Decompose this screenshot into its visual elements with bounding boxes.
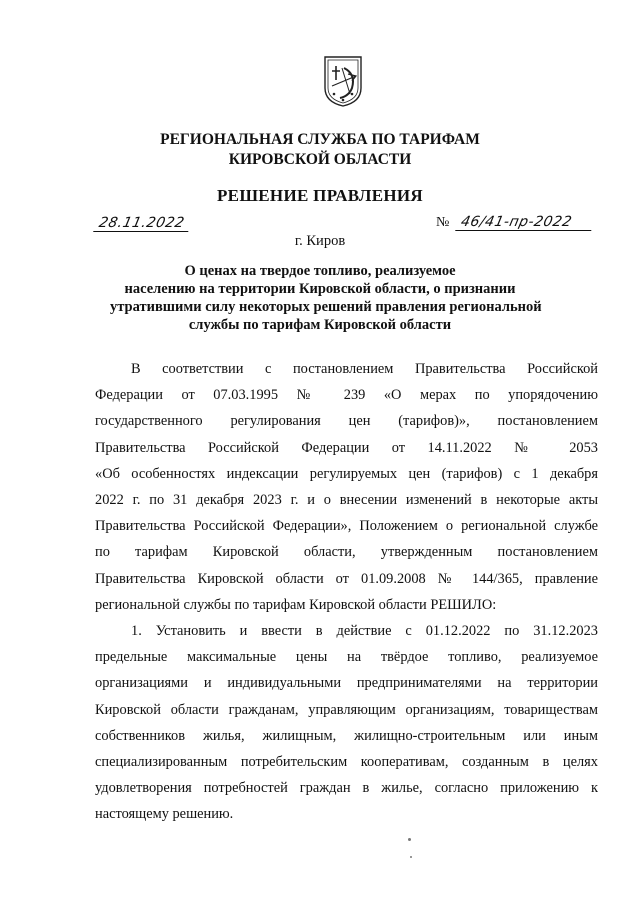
text-line: предельные максимальные цены на твёрдое топливо, реализуемое [95, 649, 598, 666]
document-body [95, 356, 598, 828]
text-line: специализированным потребительским кооперативам, созданным в целях [95, 754, 598, 771]
subject-line: населению на территории Кировской области, о признании [124, 281, 516, 297]
text-line: удовлетворения потребностей граждан в жилье, согласно приложению к [95, 780, 598, 797]
document-date-value: 28.11.2022 [93, 215, 192, 232]
text-line: организациями и индивидуальными предпринимателями на территории [95, 675, 598, 692]
text-line: 1. Установить и ввести в действие с 01.12.2022 по 31.12.2023 [131, 623, 598, 640]
text-line: Правительства Российской Федерации», Положением о региональной службе [95, 518, 598, 535]
document-type-title: РЕШЕНИЕ ПРАВЛЕНИЯ [217, 186, 423, 205]
text-line: «Об особенностях индексации регулируемых цен (тарифов) с 1 декабря [95, 465, 598, 482]
organization-name-line1: РЕГИОНАЛЬНАЯ СЛУЖБА ПО ТАРИФАМ [160, 131, 480, 148]
document-number [436, 214, 593, 231]
subject-line: О ценах на твердое топливо, реализуемое [184, 263, 456, 279]
subject-line: утратившими силу некоторых решений правления региональной [110, 299, 542, 315]
text-line: 2022 г. по 31 декабря 2023 г. и о внесении изменений в некоторые акты [95, 492, 598, 509]
text-line: региональной службы по тарифам Кировской области РЕШИЛО: [95, 596, 497, 613]
scan-speck [408, 838, 411, 841]
coat-of-arms-icon [322, 54, 364, 108]
text-line: Правительства Кировской области от 01.09.2008 № 144/365, правление [95, 570, 598, 587]
preamble-paragraph [95, 356, 598, 618]
text-line: по тарифам Кировской области, утвержденным постановлением [95, 544, 598, 561]
text-line: В соответствии с постановлением Правительства Российской [131, 361, 598, 377]
scan-speck [410, 856, 412, 858]
text-line: государственного регулирования цен (тарифов)», постановлением [95, 413, 598, 430]
text-line: собственников жилья, жилищным, жилищно-строительным или иным [95, 727, 598, 744]
document-number-value: 46/41-пр-2022 [455, 214, 595, 231]
organization-name-line2: КИРОВСКОЙ ОБЛАСТИ [228, 151, 412, 168]
document-date [95, 214, 207, 232]
decision-item-1 [95, 618, 598, 828]
text-line: Федерации от 07.03.1995 № 239 «О мерах по упорядочению [95, 387, 598, 404]
document-city: г. Киров [294, 233, 346, 249]
number-sign: № [436, 215, 450, 230]
document-subject [110, 262, 542, 334]
organization-name [0, 130, 640, 170]
text-line: Правительства Российской Федерации от 14.11.2022 № 2053 [95, 439, 598, 456]
text-line: Кировской области гражданам, управляющим организациям, товариществам [95, 701, 598, 718]
subject-line: службы по тарифам Кировской области [188, 317, 452, 333]
text-line: настоящему решению. [95, 806, 234, 823]
